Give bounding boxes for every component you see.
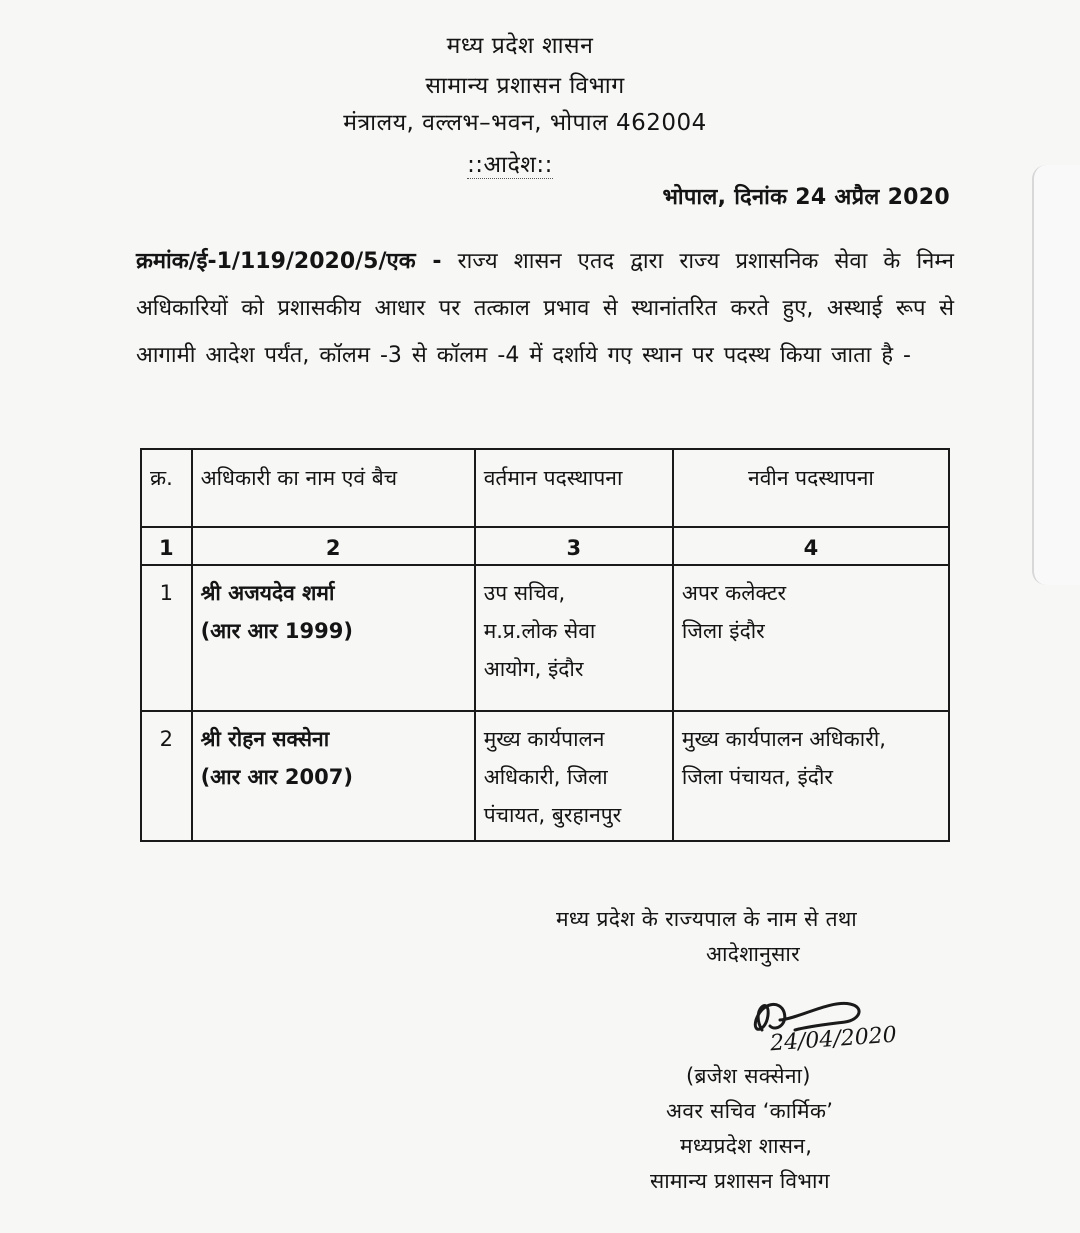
- officer-batch: (आर आर 1999): [200, 619, 353, 643]
- officer-name: श्री रोहन सक्सेना: [200, 727, 330, 751]
- authority-line-2: आदेशानुसार: [706, 942, 801, 966]
- signatory-office: मध्यप्रदेश शासन,: [680, 1134, 813, 1158]
- officer-cell: [192, 711, 475, 841]
- column-number: 1: [141, 527, 192, 565]
- order-title: [0, 147, 1050, 179]
- new-posting-cell: [673, 711, 949, 841]
- signatory-name: (ब्रजेश सक्सेना): [686, 1064, 811, 1088]
- column-number: 4: [673, 527, 949, 565]
- order-number: क्रमांक/ई-1/119/2020/5/एक -: [136, 249, 442, 274]
- current-posting-cell: [475, 565, 673, 711]
- new-posting-line: जिला पंचायत, इंदौर: [681, 765, 833, 789]
- signatory-department: सामान्य प्रशासन विभाग: [650, 1169, 830, 1193]
- header-sno: क्र.: [141, 449, 192, 527]
- signature-date: 24/04/2020: [769, 1022, 898, 1057]
- order-body: [136, 238, 954, 379]
- header-address: मंत्रालय, वल्लभ–भवन, भोपाल 462004: [343, 110, 707, 136]
- officer-batch: (आर आर 2007): [200, 765, 353, 789]
- authority-line: मध्य प्रदेश के राज्यपाल के नाम से तथा: [556, 907, 857, 931]
- scroll-handle[interactable]: [1032, 165, 1080, 585]
- current-posting-line: पंचायत, बुरहानपुर: [483, 803, 622, 827]
- column-number: 2: [192, 527, 475, 565]
- signatory-designation: अवर सचिव ‘कार्मिक’: [666, 1099, 834, 1123]
- header-officer: अधिकारी का नाम एवं बैच: [192, 449, 475, 527]
- column-number: 3: [475, 527, 673, 565]
- header-new-posting: नवीन पदस्थापना: [673, 449, 949, 527]
- current-posting-line: मुख्य कार्यपालन: [483, 727, 605, 751]
- new-posting-line: जिला इंदौर: [681, 619, 765, 643]
- current-posting-line: आयोग, इंदौर: [483, 657, 584, 681]
- order-text: राज्य शासन एतद द्वारा राज्य प्रशासनिक सेवा के निम्न अधिकारियों को प्रशासकीय आधार पर तत्काल प्रभाव से स्थानांतरित करते हुए, अस्थाई रूप से आगामी आदेश पर्यंत, कॉलम -3 से कॉलम -4 में दर्शाये गए स्थान पर पदस्थ किया जाता है -: [136, 249, 954, 368]
- table-row: [141, 711, 949, 841]
- header-current-posting: वर्तमान पदस्थापना: [475, 449, 673, 527]
- current-posting-line: अधिकारी, जिला: [483, 765, 608, 789]
- new-posting-cell: [673, 565, 949, 711]
- row-sno: 2: [141, 711, 192, 841]
- row-sno: 1: [141, 565, 192, 711]
- new-posting-line: अपर कलेक्टर: [681, 581, 787, 605]
- order-title-text: ::आदेश::: [467, 152, 553, 178]
- officer-cell: [192, 565, 475, 711]
- new-posting-line: मुख्य कार्यपालन अधिकारी,: [681, 727, 886, 751]
- table-header-row: [141, 449, 949, 527]
- column-number-row: [141, 527, 949, 565]
- transfer-table: [140, 448, 950, 842]
- current-posting-line: उप सचिव,: [483, 581, 566, 605]
- officer-name: श्री अजयदेव शर्मा: [200, 581, 335, 605]
- current-posting-line: म.प्र.लोक सेवा: [483, 619, 596, 643]
- table-row: [141, 565, 949, 711]
- header-department: सामान्य प्रशासन विभाग: [425, 73, 625, 99]
- order-date: भोपाल, दिनांक 24 अप्रैल 2020: [662, 185, 950, 210]
- header-government: मध्य प्रदेश शासन: [446, 33, 594, 59]
- current-posting-cell: [475, 711, 673, 841]
